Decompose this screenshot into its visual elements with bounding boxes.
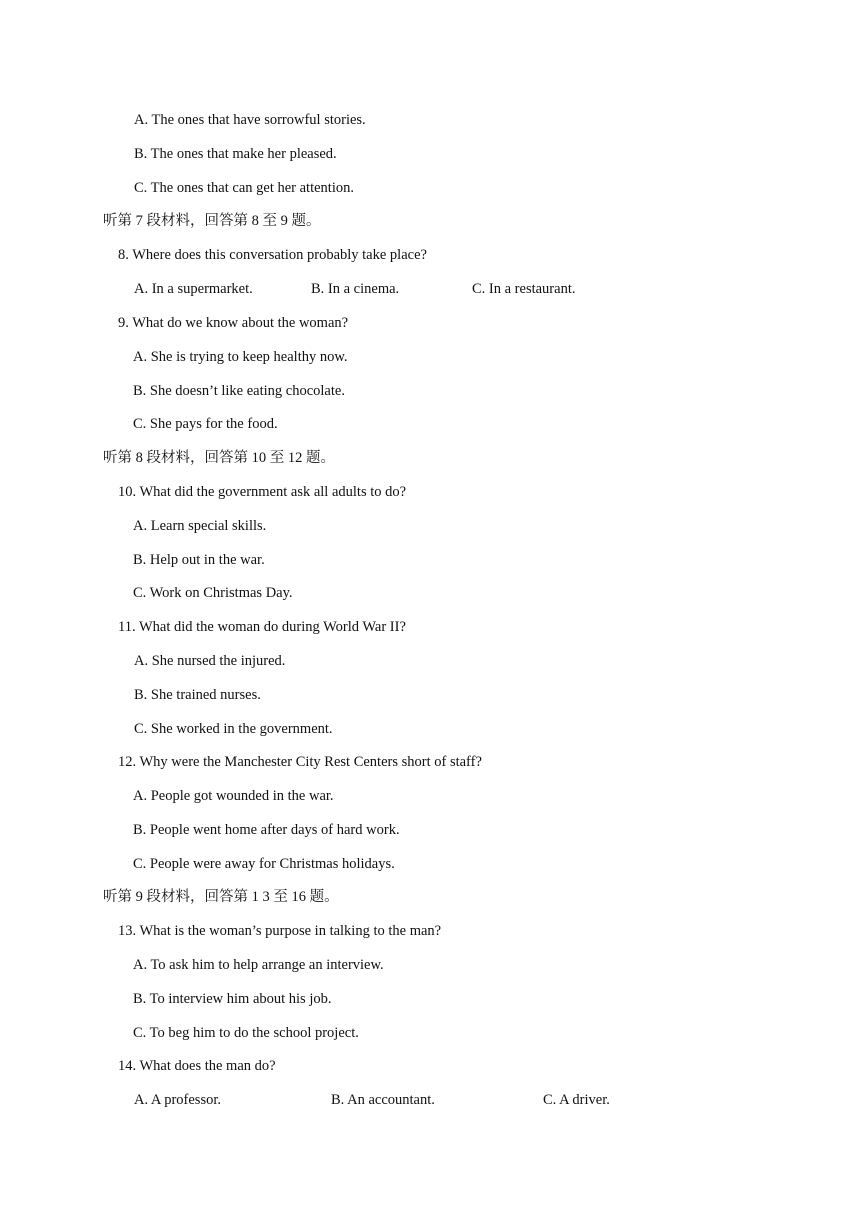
q9-option-a: A. She is trying to keep healthy now. <box>133 349 348 365</box>
q14-option-a: A. A professor. <box>134 1092 221 1108</box>
q11-option-b: B. She trained nurses. <box>134 687 261 703</box>
q8-option-c: C. In a restaurant. <box>472 281 576 297</box>
q12-option-c: C. People were away for Christmas holidays. <box>133 856 395 872</box>
question-12: 12. Why were the Manchester City Rest Centers short of staff? <box>118 754 482 770</box>
q7-option-c: C. The ones that can get her attention. <box>134 180 354 196</box>
question-11: 11. What did the woman do during World War II? <box>118 619 406 635</box>
q9-option-c: C. She pays for the food. <box>133 416 278 432</box>
q13-option-c: C. To beg him to do the school project. <box>133 1025 359 1041</box>
question-8: 8. Where does this conversation probably take place? <box>118 247 427 263</box>
q8-option-a: A. In a supermarket. <box>134 281 253 297</box>
q11-option-c: C. She worked in the government. <box>134 721 333 737</box>
q13-option-b: B. To interview him about his job. <box>133 991 332 1007</box>
q12-option-b: B. People went home after days of hard work. <box>133 822 400 838</box>
q10-option-b: B. Help out in the war. <box>133 552 265 568</box>
q13-option-a: A. To ask him to help arrange an interview. <box>133 957 384 973</box>
section-header-8: 听第 8 段材料，回答第 10 至 12 题。 <box>103 450 335 466</box>
q10-option-a: A. Learn special skills. <box>133 518 267 534</box>
question-10: 10. What did the government ask all adults to do? <box>118 484 407 500</box>
section-header-9: 听第 9 段材料，回答第 1 3 至 16 题。 <box>103 889 339 905</box>
q7-option-a: A. The ones that have sorrowful stories. <box>134 112 366 128</box>
q14-option-b: B. An accountant. <box>331 1092 435 1108</box>
q11-option-a: A. She nursed the injured. <box>134 653 286 669</box>
q10-option-c: C. Work on Christmas Day. <box>133 585 293 601</box>
section-header-7: 听第 7 段材料，回答第 8 至 9 题。 <box>103 213 321 229</box>
question-13: 13. What is the woman’s purpose in talking to the man? <box>118 923 442 939</box>
q14-option-c: C. A driver. <box>543 1092 610 1108</box>
q12-option-a: A. People got wounded in the war. <box>133 788 334 804</box>
q8-option-b: B. In a cinema. <box>311 281 400 297</box>
question-14: 14. What does the man do? <box>118 1058 276 1074</box>
q7-option-b: B. The ones that make her pleased. <box>134 146 337 162</box>
question-9: 9. What do we know about the woman? <box>118 315 349 331</box>
q9-option-b: B. She doesn’t like eating chocolate. <box>133 383 345 399</box>
